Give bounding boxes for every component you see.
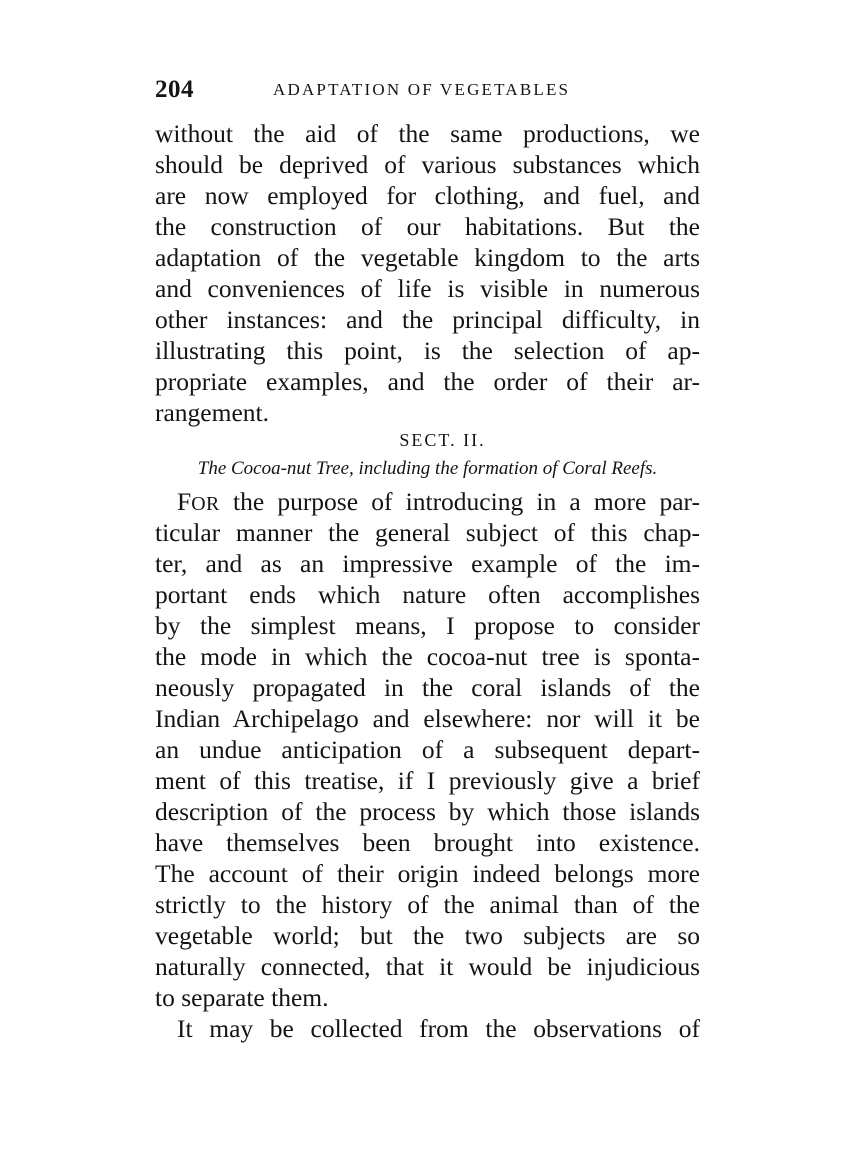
text-line: by the simplest means, I propose to consider (155, 611, 700, 640)
text-line: and conveniences of life is visible in numerous (155, 274, 700, 303)
text-line: ter, and as an impressive example of the im- (155, 549, 700, 578)
text-line: vegetable world; but the two subjects are so (155, 921, 700, 950)
page-number: 204 (155, 76, 194, 103)
running-head: ADAPTATION OF VEGETABLES (273, 80, 571, 99)
text-line: propriate examples, and the order of their ar- (155, 367, 700, 396)
text-line: strictly to the history of the animal than of the (155, 890, 700, 919)
next-paragraph (155, 1013, 700, 1044)
section-heading: SECT. II. (399, 430, 486, 450)
page-header (155, 76, 700, 104)
section-subtitle: The Cocoa-nut Tree, including the formation of Coral Reefs. (197, 458, 658, 479)
drop-initial: F (177, 487, 192, 516)
text-line: naturally connected, that it would be injudicious (155, 952, 700, 981)
text-line: illustrating this point, is the selection of ap- (155, 336, 700, 365)
text-line: adaptation of the vegetable kingdom to the arts (155, 243, 700, 272)
text-line: are now employed for clothing, and fuel, and (155, 181, 700, 210)
text-line: the mode in which the cocoa-nut tree is sponta- (155, 642, 700, 671)
text-line: description of the process by which those islands (155, 797, 700, 826)
small-caps-word: OR (191, 493, 220, 515)
text-line: other instances: and the principal difficulty, in (155, 305, 700, 334)
text-line: portant ends which nature often accomplishes (155, 580, 700, 609)
text-line: have themselves been brought into existence. (155, 828, 700, 857)
text-line: to separate them. (155, 983, 329, 1012)
text-line: an undue anticipation of a subsequent depart- (155, 735, 700, 764)
text-line: It may be collected from the observations of (177, 1014, 700, 1043)
text-line-first (155, 486, 700, 517)
text-line: should be deprived of various substances which (155, 150, 700, 179)
text-line: ment of this treatise, if I previously give a brief (155, 766, 700, 795)
continued-paragraph (155, 118, 700, 428)
text-line: without the aid of the same productions, we (155, 119, 700, 148)
first-line-text: the purpose of introducing in a more par- (219, 487, 700, 516)
text-line: The account of their origin indeed belongs more (155, 859, 700, 888)
text-line: the construction of our habitations. But the (155, 212, 700, 241)
text-line: rangement. (155, 398, 269, 427)
body-text (155, 118, 700, 1044)
text-line: neously propagated in the coral islands of the (155, 673, 700, 702)
text-line: Indian Archipelago and elsewhere: nor will it be (155, 704, 700, 733)
main-paragraph (155, 486, 700, 1013)
text-line: ticular manner the general subject of this chap- (155, 518, 700, 547)
